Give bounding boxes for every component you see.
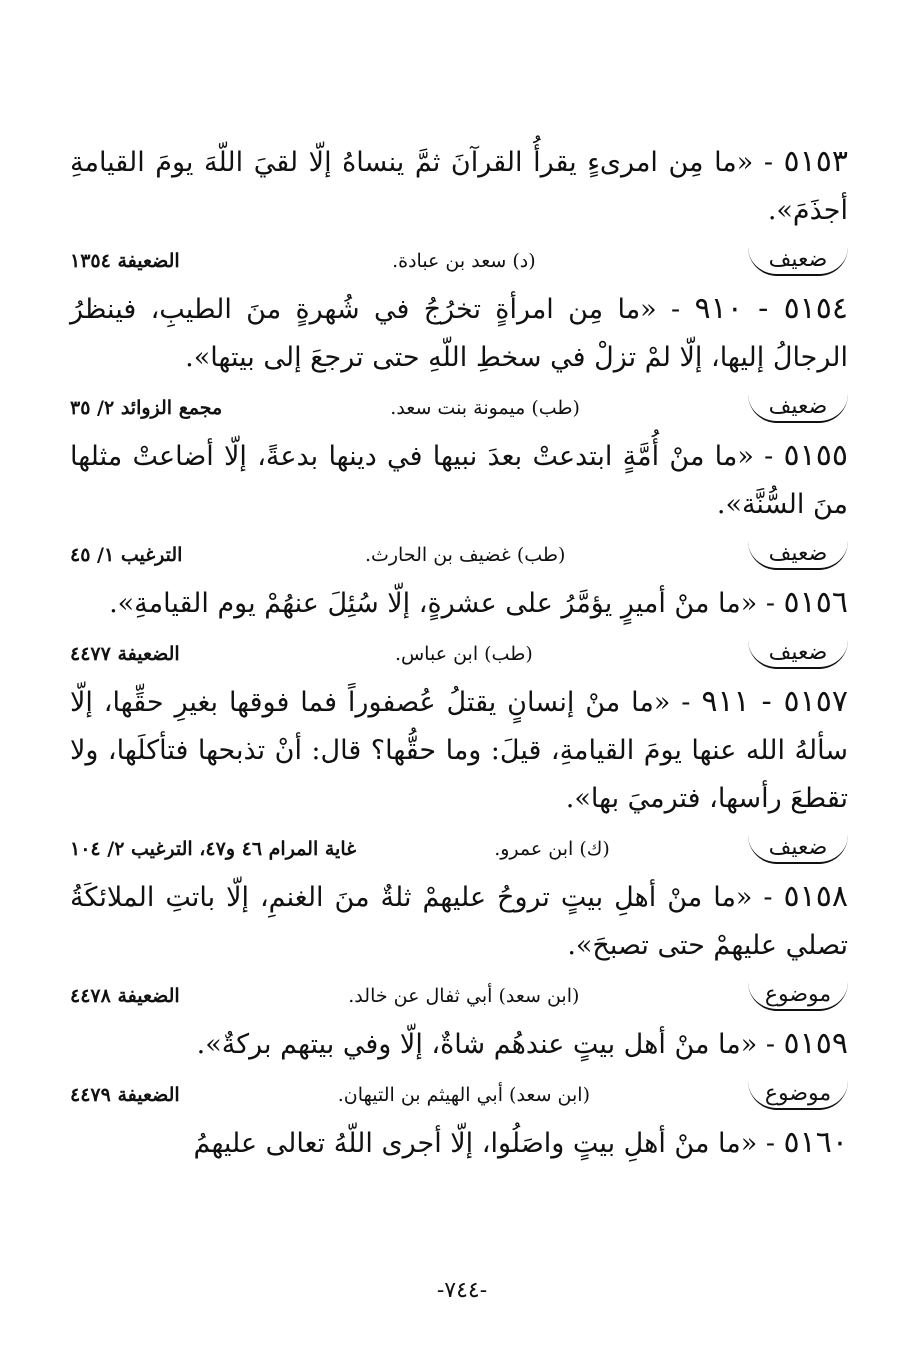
narrator: (طب) غضيف بن الحارث. bbox=[364, 544, 566, 566]
reference: الضعيفة ٤٤٧٧ bbox=[70, 643, 180, 665]
grade-label: ضعيف bbox=[748, 394, 848, 423]
hadith-content: «ما منْ أُمَّةٍ ابتدعتْ بعدَ نبيها في دينها بدعةً، إلّا أضاعتْ مثلها منَ السُّنَّة». bbox=[70, 441, 848, 520]
grade-label: ضعيف bbox=[748, 541, 848, 570]
page-body bbox=[70, 138, 848, 1168]
reference: الترغيب ١/ ٤٥ bbox=[70, 544, 183, 566]
hadith-number: ٥١٥٤ - ٩١٠ bbox=[694, 291, 849, 326]
hadith-entry bbox=[70, 579, 848, 674]
hadith-number: ٥١٥٩ bbox=[783, 1026, 848, 1061]
hadith-number: ٥١٥٥ bbox=[783, 438, 848, 473]
reference: الضعيفة ١٣٥٤ bbox=[70, 250, 180, 272]
hadith-number: ٥١٥٦ bbox=[783, 585, 848, 620]
reference: مجمع الزوائد ٢/ ٣٥ bbox=[70, 397, 223, 419]
grade-label: ضعيف bbox=[748, 835, 848, 864]
hadith-entry bbox=[70, 432, 848, 575]
hadith-content: «ما منْ أهل بيتٍ عندهُم شاةٌ، إلّا وفي بيتهم بركةٌ». bbox=[196, 1029, 758, 1060]
narrator: (طب) ابن عباس. bbox=[394, 643, 533, 665]
hadith-entry bbox=[70, 1020, 848, 1115]
reference: الضعيفة ٤٤٧٨ bbox=[70, 985, 180, 1007]
page-number: -٧٤٤- bbox=[436, 1278, 488, 1303]
source-line bbox=[70, 976, 848, 1016]
hadith-content: «ما منْ أهلِ بيتٍ واصَلُوا، إلّا أجرى اللّهُ تعالى عليهمُ bbox=[193, 1128, 758, 1159]
narrator: (طب) ميمونة بنت سعد. bbox=[390, 397, 580, 419]
hadith-text: ٥١٦٠ - «ما منْ أهلِ بيتٍ واصَلُوا، إلّا أجرى اللّهُ تعالى عليهمُ bbox=[193, 1125, 848, 1160]
hadith-text: ٥١٥٥ - «ما منْ أُمَّةٍ ابتدعتْ بعدَ نبيها في دينها بدعةً، إلّا أضاعتْ مثلها منَ السُّنَّة». bbox=[70, 438, 848, 520]
hadith-number: ٥١٥٨ bbox=[783, 879, 848, 914]
hadith-entry bbox=[70, 138, 848, 281]
hadith-entry bbox=[70, 873, 848, 1016]
hadith-text: ٥١٥٩ - «ما منْ أهل بيتٍ عندهُم شاةٌ، إلّا وفي بيتهم بركةٌ». bbox=[196, 1026, 848, 1061]
grade-label: ضعيف bbox=[748, 247, 848, 276]
hadith-text: ٥١٥٨ - «ما منْ أهلِ بيتٍ تروحُ عليهمْ ثلةٌ منَ الغنمِ، إلّا باتتِ الملائكَةُ تصلي عليهمْ حتى تصبحَ». bbox=[70, 879, 848, 961]
hadith-content: «ما مِن امرىءٍ يقرأُ القرآنَ ثمَّ ينساهُ إلّا لقيَ اللّهَ يومَ القيامةِ أجذَمَ». bbox=[70, 147, 848, 226]
narrator: (ابن سعد) أبي ثفال عن خالد. bbox=[348, 985, 580, 1007]
narrator: (ابن سعد) أبي الهيثم بن التيهان. bbox=[337, 1084, 590, 1106]
hadith-content: «ما منْ أهلِ بيتٍ تروحُ عليهمْ ثلةٌ منَ الغنمِ، إلّا باتتِ الملائكَةُ تصلي عليهمْ حتى تصبحَ». bbox=[70, 882, 848, 961]
hadith-entry bbox=[70, 678, 848, 869]
grade-label: ضعيف bbox=[748, 640, 848, 669]
hadith-number: ٥١٥٣ bbox=[783, 144, 848, 179]
hadith-content: «ما منْ إنسانٍ يقتلُ عُصفوراً فما فوقها بغيرِ حقِّها، إلّا سألهُ الله عنها يومَ القيامةِ، قيلَ: وما حقُّها؟ قال: أنْ تذبحها فتأكلَها، ولا تقطعَ رأسها، فترميَ بها». bbox=[70, 687, 848, 814]
grade-label: موضوع bbox=[748, 1081, 848, 1110]
hadith-text: ٥١٥٦ - «ما منْ أميرٍ يؤمَّرُ على عشرةٍ، إلّا سُئِلَ عنهُمْ يوم القيامةِ». bbox=[109, 585, 848, 620]
reference: الضعيفة ٤٤٧٩ bbox=[70, 1084, 180, 1106]
source-line bbox=[70, 535, 848, 575]
hadith-text: ٥١٥٣ - «ما مِن امرىءٍ يقرأُ القرآنَ ثمَّ ينساهُ إلّا لقيَ اللّهَ يومَ القيامةِ أجذَمَ». bbox=[70, 144, 848, 226]
source-line bbox=[70, 634, 848, 674]
hadith-number: ٥١٦٠ bbox=[783, 1125, 848, 1160]
hadith-text: ٥١٥٤ - ٩١٠ - «ما مِن امرأةٍ تخرُجُ في شُهرةٍ منَ الطيبِ، فينظرُ الرجالُ إليها، إلّا لمْ تزلْ في سخطِ اللّهِ حتى ترجعَ إلى بيتها». bbox=[70, 291, 849, 373]
narrator: (د) سعد بن عبادة. bbox=[392, 250, 536, 272]
hadith-content: «ما مِن امرأةٍ تخرُجُ في شُهرةٍ منَ الطيبِ، فينظرُ الرجالُ إليها، إلّا لمْ تزلْ في سخطِ اللّهِ حتى ترجعَ إلى بيتها». bbox=[70, 294, 848, 373]
source-line bbox=[70, 1075, 848, 1115]
hadith-content: «ما منْ أميرٍ يؤمَّرُ على عشرةٍ، إلّا سُئِلَ عنهُمْ يوم القيامةِ». bbox=[109, 588, 758, 619]
hadith-entry bbox=[70, 1119, 848, 1168]
source-line bbox=[70, 388, 848, 428]
hadith-entry bbox=[70, 285, 848, 428]
hadith-number: ٥١٥٧ - ٩١١ bbox=[701, 684, 848, 719]
reference: غاية المرام ٤٦ و٤٧، الترغيب ٢/ ١٠٤ bbox=[70, 838, 357, 860]
source-line bbox=[70, 829, 848, 869]
grade-label: موضوع bbox=[748, 982, 848, 1011]
source-line bbox=[70, 241, 848, 281]
hadith-text: ٥١٥٧ - ٩١١ - «ما منْ إنسانٍ يقتلُ عُصفوراً فما فوقها بغيرِ حقِّها، إلّا سألهُ الله عنها يومَ القيامةِ، قيلَ: وما حقُّها؟ قال: أنْ تذبحها فتأكلَها، ولا تقطعَ رأسها، فترميَ بها». bbox=[70, 684, 848, 814]
narrator: (ك) ابن عمرو. bbox=[494, 838, 610, 860]
